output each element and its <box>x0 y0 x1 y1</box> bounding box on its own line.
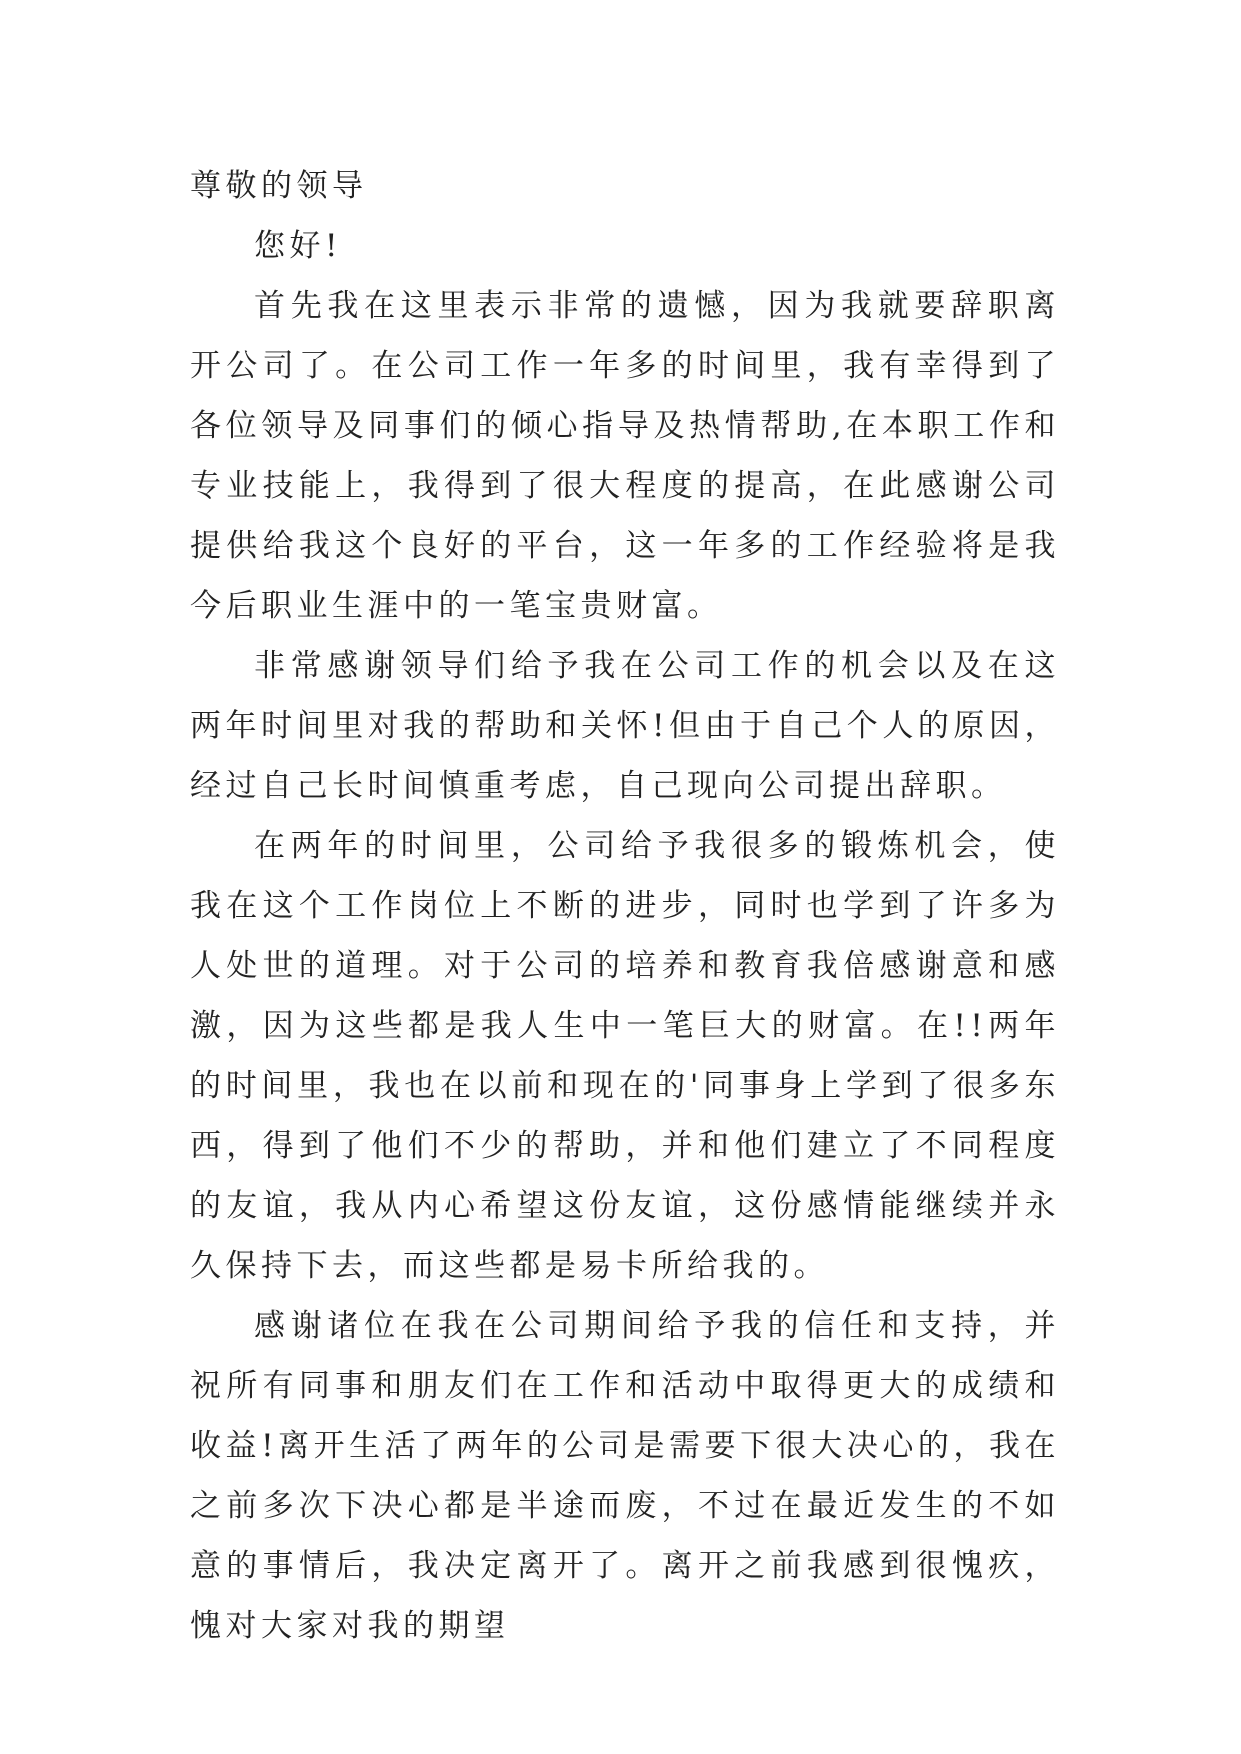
letter-greeting: 您好! <box>254 228 342 264</box>
letter-body <box>190 156 1060 1656</box>
letter-paragraph-3: 在两年的时间里，公司给予我很多的锻炼机会，使我在这个工作岗位上不断的进步，同时也学到了许多为人处世的道理。对于公司的培养和教育我倍感谢意和感激，因为这些都是我人生中一笔巨大的财富。在!!两年的时间里，我也在以前和现在的'同事身上学到了很多东西，得到了他们不少的帮助，并和他们建立了不同程度的友谊，我从内心希望这份友谊，这份感情能继续并永久保持下去，而这些都是易卡所给我的。 <box>190 828 1060 1284</box>
letter-salutation: 尊敬的领导 <box>190 168 368 204</box>
letter-paragraph-1: 首先我在这里表示非常的遗憾，因为我就要辞职离开公司了。在公司工作一年多的时间里，我有幸得到了各位领导及同事们的倾心指导及热情帮助,在本职工作和专业技能上，我得到了很大程度的提高，在此感谢公司提供给我这个良好的平台，这一年多的工作经验将是我今后职业生涯中的一笔宝贵财富。 <box>190 288 1060 624</box>
letter-paragraph-2: 非常感谢领导们给予我在公司工作的机会以及在这两年时间里对我的帮助和关怀!但由于自己个人的原因，经过自己长时间慎重考虑，自己现向公司提出辞职。 <box>190 648 1060 804</box>
letter-paragraph-4: 感谢诸位在我在公司期间给予我的信任和支持，并祝所有同事和朋友们在工作和活动中取得更大的成绩和收益!离开生活了两年的公司是需要下很大决心的，我在之前多次下决心都是半途而废，不过在最近发生的不如意的事情后，我决定离开了。离开之前我感到很愧疚，愧对大家对我的期望 <box>190 1308 1060 1644</box>
